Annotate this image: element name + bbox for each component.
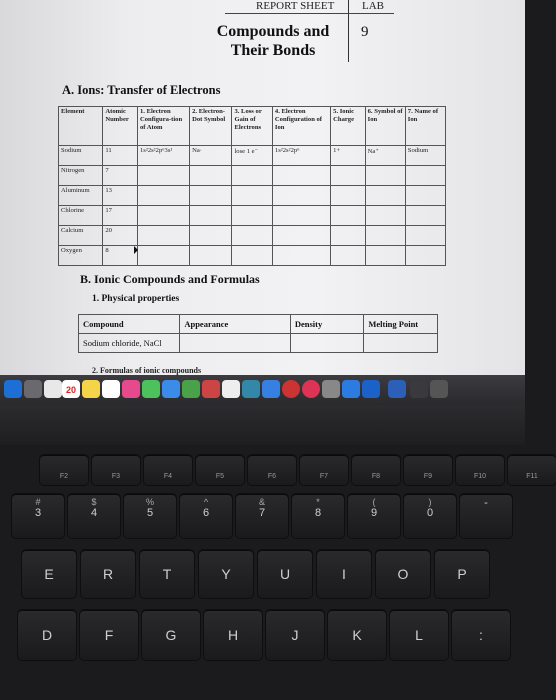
letter-key-p[interactable]: P [435,550,489,598]
melting-point-cell [364,334,438,353]
table-cell [272,246,330,266]
zoom-icon[interactable] [362,380,380,398]
number-key[interactable] [292,494,344,538]
table-cell: Sodium [59,146,103,166]
function-key-5[interactable]: F5 [196,455,244,485]
table-cell [331,166,365,186]
function-key-3[interactable]: F3 [92,455,140,485]
table-cell [137,186,189,206]
table-row [79,334,438,353]
key-shift-symbol: ^ [203,497,209,507]
function-key-4[interactable]: F4 [144,455,192,485]
appearance-cell [180,334,290,353]
trash-icon[interactable] [430,380,448,398]
messages-icon[interactable] [142,380,160,398]
table-cell [190,226,232,246]
number-key[interactable] [236,494,288,538]
table-cell: lose 1 e⁻ [232,146,272,166]
ions-table-body [59,146,446,266]
table-cell: Nitrogen [59,166,103,186]
safari-icon[interactable] [44,380,62,398]
title-line-1: Compounds and [216,23,330,40]
music-icon[interactable] [282,380,300,398]
table-cell: 13 [103,186,138,206]
table-cell [232,226,272,246]
col-density: Density [290,315,364,334]
table-cell [272,166,330,186]
finder-icon[interactable] [4,380,22,398]
table-cell [272,226,330,246]
numbers-icon[interactable] [242,380,260,398]
table-cell: Oxygen [59,246,103,266]
page-title [208,22,338,60]
function-key-7[interactable]: F7 [300,455,348,485]
table-cell [331,226,365,246]
letter-key-e[interactable]: E [22,550,76,598]
laptop-bezel [0,405,525,445]
table-cell [405,186,445,206]
function-key-11[interactable]: F11 [508,455,556,485]
table-cell [232,206,272,226]
section-a-title: A. Ions: Transfer of Electrons [62,83,221,97]
table-row [59,226,446,246]
col-electron-config: 1. Electron Configura-tion of Atom [137,107,189,146]
table-cell [137,246,189,266]
news-icon[interactable] [202,380,220,398]
number-key[interactable] [348,494,400,538]
table-cell [331,246,365,266]
header-divider [348,0,349,62]
number-key[interactable] [404,494,456,538]
density-cell [290,334,364,353]
table-cell [232,246,272,266]
table-cell: Sodium [405,146,445,166]
properties-table [78,314,438,353]
table-cell [190,206,232,226]
table-cell [331,206,365,226]
calendar-icon[interactable]: 20 [62,380,80,398]
key-shift-symbol: ( [372,497,376,507]
table-cell: Na⁺ [365,146,405,166]
table-cell [365,246,405,266]
col-atomic-number: Atomic Number [103,107,138,146]
table-cell [137,166,189,186]
number-key[interactable] [180,494,232,538]
table-row [59,166,446,186]
letter-key[interactable]: D [18,610,76,660]
table-cell [365,206,405,226]
table-row [59,146,446,166]
photos-icon[interactable] [122,380,140,398]
key-shift-symbol: % [145,497,154,507]
table-cell: Na· [190,146,232,166]
key-shift-symbol: $ [91,497,97,507]
table-cell: Aluminum [59,186,103,206]
function-key-8[interactable]: F8 [352,455,400,485]
letter-key-y[interactable]: Y [199,550,253,598]
letter-key-i[interactable]: I [317,550,371,598]
letter-key-u[interactable]: U [258,550,312,598]
function-key-6[interactable]: F6 [248,455,296,485]
number-key[interactable] [68,494,120,538]
table-cell [365,186,405,206]
key-digit: 3 [34,507,42,519]
key-digit: 9 [370,507,378,519]
table-cell [232,186,272,206]
table-cell: Chlorine [59,206,103,226]
col-compound: Compound [79,315,180,334]
table-cell [232,166,272,186]
system-preferences-icon[interactable] [322,380,340,398]
number-key[interactable] [12,494,64,538]
key-shift-symbol: & [258,497,265,507]
table-cell [272,186,330,206]
table-cell [405,206,445,226]
table-cell [190,166,232,186]
letter-key[interactable]: : [452,610,510,660]
table-cell: 1+ [331,146,365,166]
downloads-icon[interactable] [410,380,428,398]
table-row [59,246,446,266]
table-cell: Calcium [59,226,103,246]
key-shift-symbol: ) [428,497,432,507]
letter-key[interactable]: L [390,610,448,660]
function-key-2[interactable]: F2 [40,455,88,485]
col-element: Element [59,107,103,146]
key-digit: 7 [258,507,266,519]
report-sheet-label: REPORT SHEET [256,0,335,12]
letter-key[interactable]: H [204,610,262,660]
col-ion-symbol: 6. Symbol of Ion [365,107,405,146]
launchpad-icon[interactable] [24,380,42,398]
maps-icon[interactable] [182,380,200,398]
section-b-subtitle: 1. Physical properties [92,294,180,304]
table-row [59,186,446,206]
table-cell [405,166,445,186]
table-cell [137,226,189,246]
table-cell [405,226,445,246]
letter-key[interactable]: K [328,610,386,660]
col-loss-gain: 3. Loss or Gain of Electrons [232,107,272,146]
header-rule [225,13,394,14]
col-ionic-charge: 5. Ionic Charge [331,107,365,146]
table-cell: 11 [103,146,138,166]
number-key[interactable] [460,494,512,538]
table-cell [137,206,189,226]
function-key-9[interactable]: F9 [404,455,452,485]
podcasts-icon[interactable] [302,380,320,398]
table-cell [365,226,405,246]
number-key[interactable] [124,494,176,538]
table-cell: 1s²2s²2p⁶3s¹ [137,146,189,166]
table-cell: 20 [103,226,138,246]
letter-key[interactable]: F [80,610,138,660]
table-cell: 17 [103,206,138,226]
key-shift-symbol: * [316,497,320,507]
section-b-title: B. Ionic Compounds and Formulas [80,272,260,286]
table-cell [331,186,365,206]
key-digit: 8 [314,507,322,519]
table-cell: 7 [103,166,138,186]
key-shift-symbol: # [35,497,41,507]
facetime-icon[interactable] [162,380,180,398]
letter-key-r[interactable]: R [81,550,135,598]
ions-table [58,106,446,266]
table-cell: 1s²2s²2p⁶ [272,146,330,166]
letter-key-t[interactable]: T [140,550,194,598]
letter-key-o[interactable]: O [376,550,430,598]
app-store-icon[interactable] [342,380,360,398]
table-cell [190,186,232,206]
letter-key[interactable]: J [266,610,324,660]
key-digit: 5 [146,507,154,519]
table-cell: 8 [103,246,138,266]
table-cell [365,166,405,186]
function-key-10[interactable]: F10 [456,455,504,485]
table-cell [272,206,330,226]
key-digit: 6 [202,507,210,519]
contacts-icon[interactable] [222,380,240,398]
col-melting-point: Melting Point [364,315,438,334]
key-digit: 4 [90,507,98,519]
compound-cell: Sodium chloride, NaCl [79,334,180,353]
lab-number: 9 [361,24,369,40]
letter-key[interactable]: G [142,610,200,660]
table-cell [190,246,232,266]
lab-label: LAB [362,0,384,12]
table-cell [405,246,445,266]
keynote-icon[interactable] [262,380,280,398]
col-appearance: Appearance [180,315,290,334]
notes-icon[interactable] [82,380,100,398]
col-electron-dot: 2. Electron-Dot Symbol [190,107,232,146]
mouse-cursor-icon [134,246,138,254]
col-ion-name: 7. Name of Ion [405,107,445,146]
word-icon[interactable] [388,380,406,398]
key-digit: - [484,497,488,509]
key-digit: 0 [426,507,434,519]
title-line-2: Their Bonds [230,42,316,59]
reminders-icon[interactable] [102,380,120,398]
col-ion-config: 4. Electron Configuration of Ion [272,107,330,146]
section-b-next: 2. Formulas of ionic compounds [92,366,202,375]
table-row [59,206,446,226]
